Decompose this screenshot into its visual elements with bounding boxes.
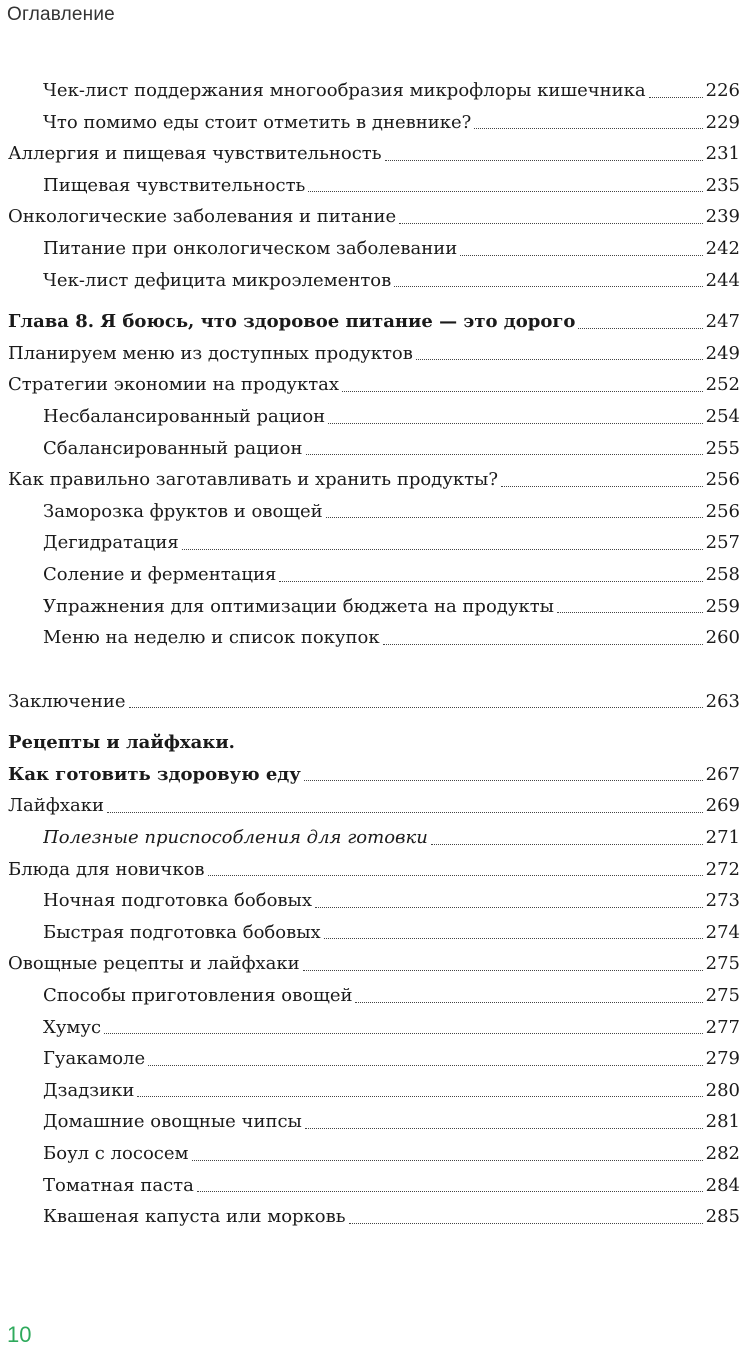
toc-dot-leader: [324, 938, 703, 939]
toc-entry-title: Овощные рецепты и лайфхаки: [8, 953, 300, 975]
toc-group-1: [8, 75, 740, 296]
toc-dot-leader: [129, 707, 703, 708]
toc-dot-leader: [192, 1160, 703, 1161]
toc-entry-title: Что помимо еды стоит отметить в дневнике?: [43, 111, 472, 133]
toc-entry-page: 284: [705, 1174, 740, 1196]
toc-entry[interactable]: [8, 401, 740, 433]
toc-entry-title: Онкологические заболевания и питание: [8, 206, 397, 228]
toc-conclusion[interactable]: [8, 686, 740, 718]
toc-entry-page: 257: [705, 532, 740, 554]
toc-entry-page: 281: [705, 1111, 740, 1133]
toc-entry-title: Домашние овощные чипсы: [43, 1111, 302, 1133]
toc-entry-title: Заключение: [8, 690, 126, 712]
toc-entry[interactable]: [8, 265, 740, 297]
toc-entry-page: 255: [705, 437, 740, 459]
toc-entry[interactable]: [8, 622, 740, 654]
toc-entry-page: 256: [705, 469, 740, 491]
toc-group-2: [8, 338, 740, 654]
toc-entry-page: 285: [705, 1206, 740, 1228]
toc-entry[interactable]: [8, 138, 740, 170]
toc-dot-leader: [306, 454, 703, 455]
toc-entry[interactable]: [8, 527, 740, 559]
toc-entry-title: Томатная паста: [43, 1174, 194, 1196]
toc-spacer: [8, 717, 740, 727]
toc-dot-leader: [385, 160, 703, 161]
toc-dot-leader: [474, 128, 702, 129]
toc-entry-page: 229: [705, 111, 740, 133]
toc-entry-title: Глава 8. Я боюсь, что здоровое питание — это дорого: [8, 311, 576, 333]
toc-entry[interactable]: [8, 1012, 740, 1044]
toc-entry-title: Аллергия и пищевая чувствительность: [8, 143, 382, 165]
toc-entry-page: 277: [705, 1016, 740, 1038]
table-of-contents: [8, 75, 740, 1233]
toc-entry-title: Сбалансированный рацион: [43, 437, 303, 459]
toc-entry-page: 239: [705, 206, 740, 228]
toc-entry-page: 260: [705, 627, 740, 649]
toc-entry-page: 271: [705, 827, 740, 849]
toc-entry-title: Как готовить здоровую еду: [8, 763, 301, 785]
toc-entry-page: 247: [705, 311, 740, 333]
toc-dot-leader: [557, 612, 703, 613]
toc-dot-leader: [342, 391, 703, 392]
toc-entry-title: Пищевая чувствительность: [43, 174, 306, 196]
toc-entry-title: Чек-лист дефицита микроэлементов: [43, 269, 392, 291]
toc-dot-leader: [326, 517, 703, 518]
toc-entry[interactable]: [8, 1170, 740, 1202]
toc-entry-page: 275: [705, 985, 740, 1007]
toc-entry-page: 235: [705, 174, 740, 196]
toc-entry[interactable]: [8, 496, 740, 528]
running-header: Оглавление: [7, 4, 115, 25]
toc-entry-page: 252: [705, 374, 740, 396]
toc-entry-title: Быстрая подготовка бобовых: [43, 921, 321, 943]
toc-entry-title: Питание при онкологическом заболевании: [43, 237, 458, 259]
toc-recipes-section[interactable]: [8, 759, 740, 791]
toc-dot-leader: [304, 780, 703, 781]
toc-dot-leader: [394, 286, 702, 287]
toc-dot-leader: [303, 970, 703, 971]
toc-dot-leader: [305, 1128, 703, 1129]
toc-spacer: [8, 654, 740, 686]
toc-entry[interactable]: [8, 338, 740, 370]
toc-entry-title: Квашеная капуста или морковь: [43, 1206, 346, 1228]
toc-dot-leader: [383, 644, 703, 645]
toc-entry[interactable]: [8, 107, 740, 139]
toc-dot-leader: [104, 1033, 703, 1034]
toc-dot-leader: [208, 875, 703, 876]
toc-dot-leader: [137, 1096, 702, 1097]
toc-dot-leader: [197, 1191, 703, 1192]
toc-entry[interactable]: [8, 233, 740, 265]
toc-dot-leader: [148, 1065, 702, 1066]
toc-entry-page: 256: [705, 500, 740, 522]
toc-entry[interactable]: [8, 854, 740, 886]
toc-entry[interactable]: [8, 917, 740, 949]
toc-entry-title: Соление и ферментация: [43, 563, 277, 585]
toc-entry[interactable]: [8, 75, 740, 107]
toc-entry-title: Упражнения для оптимизации бюджета на продукты: [43, 595, 554, 617]
toc-dot-leader: [308, 191, 702, 192]
toc-entry-page: 267: [705, 763, 740, 785]
toc-entry-page: 244: [705, 269, 740, 291]
toc-entry-page: 231: [705, 143, 740, 165]
toc-entry-title: Как правильно заготавливать и хранить продукты?: [8, 469, 499, 491]
toc-entry[interactable]: [8, 1201, 740, 1233]
toc-entry-title: Чек-лист поддержания многообразия микрофлоры кишечника: [43, 80, 646, 101]
toc-entry[interactable]: [8, 170, 740, 202]
toc-entry-title: Заморозка фруктов и овощей: [43, 500, 323, 522]
toc-entry-page: 280: [705, 1079, 740, 1101]
toc-entry-title: Дзадзики: [43, 1079, 135, 1101]
toc-entry-title: Лайфхаки: [8, 795, 104, 817]
toc-entry-page: 272: [705, 858, 740, 880]
toc-chapter-8[interactable]: [8, 306, 740, 338]
toc-entry-title: Планируем меню из доступных продуктов: [8, 342, 413, 364]
toc-entry-title: Хумус: [43, 1016, 102, 1038]
toc-dot-leader: [460, 255, 702, 256]
toc-dot-leader: [328, 423, 702, 424]
toc-entry-page: 249: [705, 342, 740, 364]
toc-entry[interactable]: [8, 885, 740, 917]
toc-entry[interactable]: [8, 369, 740, 401]
toc-entry-title: Дегидратация: [43, 532, 179, 554]
toc-entry[interactable]: [8, 948, 740, 980]
toc-entry[interactable]: [8, 1043, 740, 1075]
toc-entry[interactable]: [8, 822, 740, 854]
page-number: 10: [7, 1322, 32, 1347]
toc-entry[interactable]: [8, 1075, 740, 1107]
toc-entry[interactable]: [8, 464, 740, 496]
toc-entry[interactable]: [8, 433, 740, 465]
toc-entry[interactable]: [8, 1106, 740, 1138]
toc-entry-page: 263: [705, 690, 740, 712]
toc-entry-page: 259: [705, 595, 740, 617]
toc-entry[interactable]: [8, 790, 740, 822]
toc-entry-page: 242: [705, 237, 740, 259]
toc-dot-leader: [416, 359, 703, 360]
toc-entry-page: 279: [705, 1048, 740, 1070]
toc-dot-leader: [355, 1002, 702, 1003]
toc-entry[interactable]: [8, 591, 740, 623]
toc-entry-title: Боул с лососем: [43, 1143, 189, 1164]
toc-entry-title: Ночная подготовка бобовых: [43, 890, 313, 912]
toc-dot-leader: [431, 844, 703, 845]
toc-entry[interactable]: [8, 559, 740, 591]
toc-entry-title: Стратегии экономии на продуктах: [8, 374, 340, 396]
toc-entry[interactable]: [8, 1138, 740, 1170]
toc-entry-page: 226: [705, 80, 740, 101]
toc-entry-title: Несбалансированный рацион: [43, 405, 326, 427]
toc-entry-title: Способы приготовления овощей: [43, 985, 353, 1007]
toc-spacer: [8, 296, 740, 306]
toc-entry-page: 273: [705, 890, 740, 912]
toc-dot-leader: [578, 328, 702, 329]
toc-entry-title: Гуакамоле: [43, 1048, 146, 1070]
toc-recipes-heading: Рецепты и лайфхаки.: [8, 732, 235, 754]
toc-entry-page: 282: [705, 1143, 740, 1164]
toc-entry-page: 254: [705, 405, 740, 427]
toc-dot-leader: [279, 581, 702, 582]
toc-entry[interactable]: [8, 201, 740, 233]
toc-dot-leader: [501, 486, 703, 487]
toc-dot-leader: [399, 223, 703, 224]
toc-dot-leader: [349, 1223, 703, 1224]
toc-group-3: [8, 790, 740, 1232]
toc-entry-page: 269: [705, 795, 740, 817]
toc-entry-title: Полезные приспособления для готовки: [43, 827, 428, 849]
toc-entry-title: Блюда для новичков: [8, 858, 205, 880]
toc-dot-leader: [315, 907, 703, 908]
toc-dot-leader: [649, 97, 703, 98]
toc-dot-leader: [107, 812, 703, 813]
toc-entry-page: 275: [705, 953, 740, 975]
toc-entry-page: 258: [705, 563, 740, 585]
toc-dot-leader: [182, 549, 703, 550]
toc-entry[interactable]: [8, 980, 740, 1012]
toc-entry-page: 274: [705, 921, 740, 943]
toc-entry-title: Меню на неделю и список покупок: [43, 627, 380, 649]
